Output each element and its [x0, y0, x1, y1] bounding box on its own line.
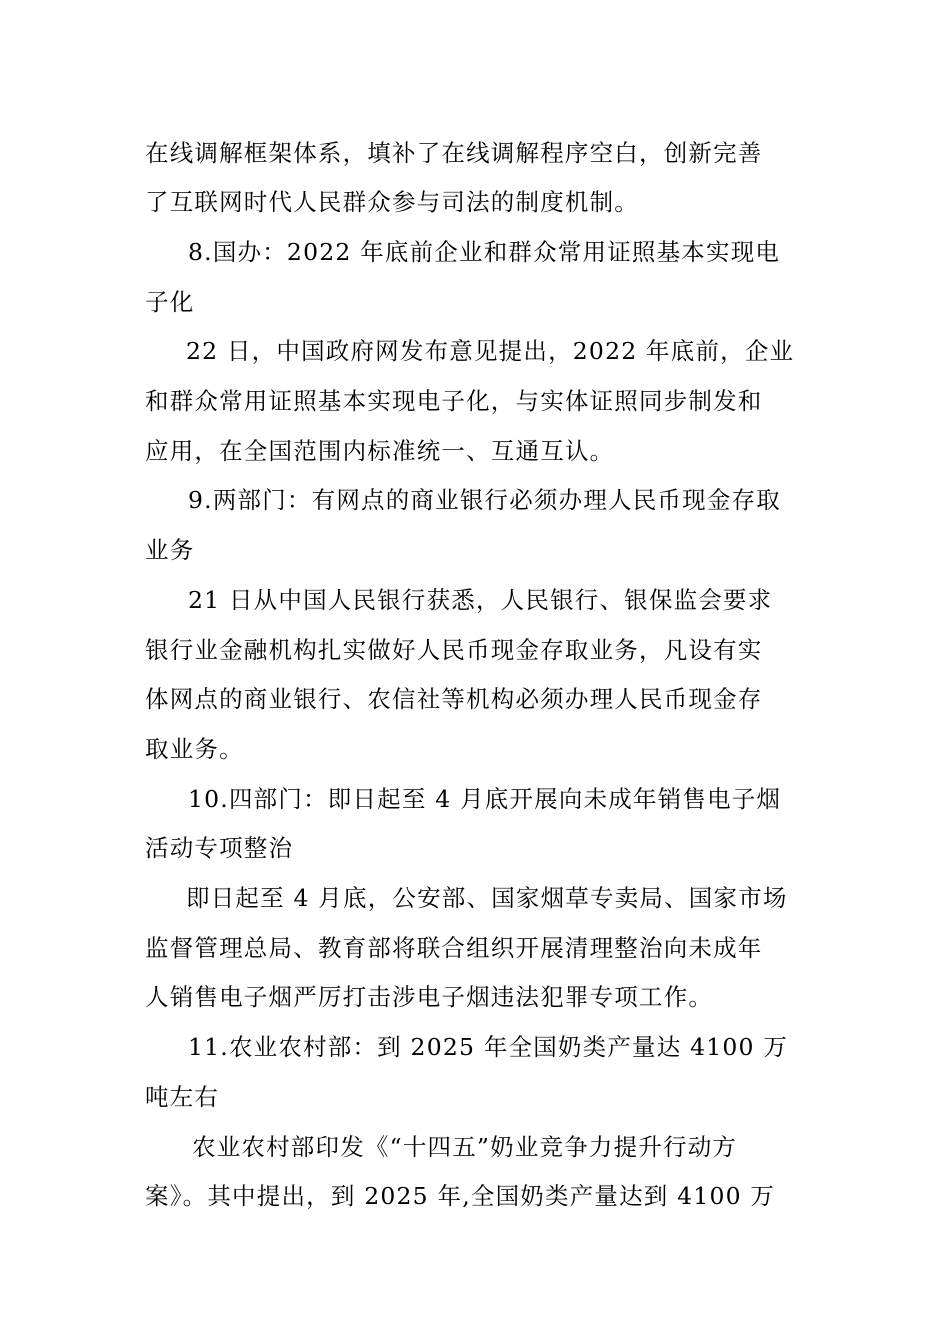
body-text-line: 农业农村部印发《“十四五”奶业竞争力提升行动方: [192, 1133, 738, 1161]
section-heading-9: 9.两部门：有网点的商业银行必须办理人民币现金存取: [188, 486, 781, 514]
body-text-line: 了互联网时代人民群众参与司法的制度机制。: [145, 188, 639, 216]
body-text-line: 22 日，中国政府网发布意见提出，2022 年底前，企业: [186, 337, 795, 365]
body-text-line: 监督管理总局、教育部将联合组织开展清理整治向未成年: [145, 934, 763, 962]
section-heading-8-cont: 子化: [145, 288, 195, 316]
body-text-line: 即日起至 4 月底，公安部、国家烟草专卖局、国家市场: [186, 884, 788, 912]
section-heading-10-cont: 活动专项整治: [145, 834, 294, 862]
body-text-line: 体网点的商业银行、农信社等机构必须办理人民币现金存: [145, 685, 763, 713]
section-heading-9-cont: 业务: [145, 536, 195, 564]
body-text-line: 和群众常用证照基本实现电子化，与实体证照同步制发和: [145, 387, 763, 415]
section-heading-11: 11.农业农村部：到 2025 年全国奶类产量达 4100 万: [188, 1033, 789, 1061]
body-text-line: 在线调解框架体系，填补了在线调解程序空白，创新完善: [145, 139, 763, 167]
body-text-line: 应用，在全国范围内标准统一、互通互认。: [145, 437, 615, 465]
body-text-line: 银行业金融机构扎实做好人民币现金存取业务，凡设有实: [145, 636, 763, 664]
section-heading-11-cont: 吨左右: [145, 1083, 220, 1111]
body-text-line: 人销售电子烟严厉打击涉电子烟违法犯罪专项工作。: [145, 983, 714, 1011]
body-text-line: 取业务。: [145, 735, 244, 763]
section-heading-8: 8.国办：2022 年底前企业和群众常用证照基本实现电: [188, 238, 781, 266]
body-text-line: 21 日从中国人民银行获悉，人民银行、银保监会要求: [188, 586, 773, 614]
section-heading-10: 10.四部门：即日起至 4 月底开展向未成年销售电子烟: [188, 785, 782, 813]
body-text-line: 案》。其中提出，到 2025 年,全国奶类产量达到 4100 万: [145, 1182, 776, 1210]
